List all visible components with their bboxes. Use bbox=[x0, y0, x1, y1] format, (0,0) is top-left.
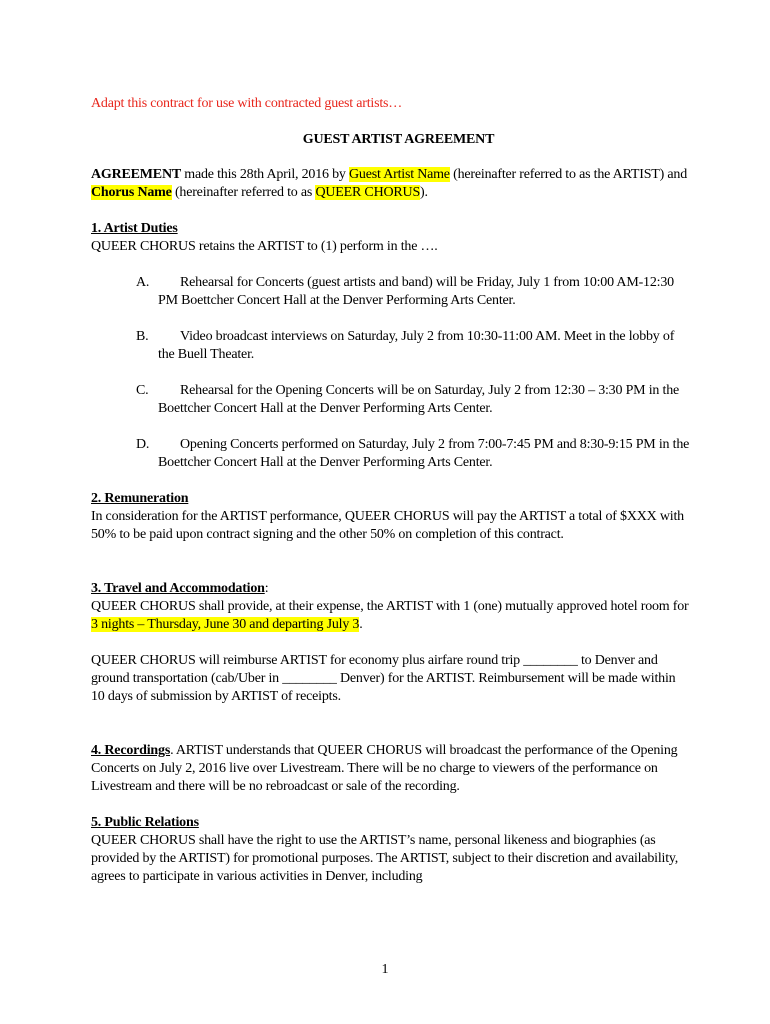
travel-text-1: QUEER CHORUS shall provide, at their expense, the ARTIST with 1 (one) mutually approved hotel room for bbox=[91, 599, 689, 614]
agreement-text-3: (hereinafter referred to as bbox=[171, 185, 316, 200]
travel-text-2: . bbox=[359, 617, 363, 632]
duty-marker: A. bbox=[136, 275, 150, 290]
agreement-text-1: made this 28th April, 2016 by bbox=[181, 167, 350, 182]
duty-text: Rehearsal for the Opening Concerts will be on Saturday, July 2 from 12:30 – 3:30 PM in the Boettcher Concert Hall at the Denver Performing Arts Center. bbox=[158, 383, 680, 416]
travel-heading-line bbox=[91, 580, 691, 598]
duty-item bbox=[91, 436, 691, 472]
duty-text: Video broadcast interviews on Saturday, July 2 from 10:30-11:00 AM. Meet in the lobby of the Buell Theater. bbox=[158, 329, 675, 362]
page-number: 1 bbox=[381, 962, 389, 977]
duty-item bbox=[91, 328, 691, 364]
duty-marker: C. bbox=[136, 383, 149, 398]
recordings-heading: 4. Recordings bbox=[91, 743, 171, 758]
duty-marker: D. bbox=[136, 437, 150, 452]
duty-item bbox=[91, 382, 691, 418]
document-title: GUEST ARTIST AGREEMENT bbox=[302, 132, 495, 147]
adaptation-note: Adapt this contract for use with contracted guest artists… bbox=[91, 96, 403, 111]
remuneration-text: In consideration for the ARTIST performance, QUEER CHORUS will pay the ARTIST a total of $XXX with 50% to be paid upon contract signing and the other 50% on completion of this contract. bbox=[91, 509, 684, 542]
chorus-name: Chorus Name bbox=[91, 185, 172, 200]
public-relations-heading: 5. Public Relations bbox=[91, 815, 199, 830]
duties-heading: 1. Artist Duties bbox=[91, 221, 178, 236]
guest-artist-name: Guest Artist Name bbox=[349, 167, 450, 182]
chorus-alias: QUEER CHORUS bbox=[315, 185, 421, 200]
duty-marker: B. bbox=[136, 329, 149, 344]
remuneration-heading: 2. Remuneration bbox=[91, 491, 189, 506]
agreement-text-2: (hereinafter referred to as the ARTIST) and bbox=[449, 167, 688, 182]
duty-text: Opening Concerts performed on Saturday, July 2 from 7:00-7:45 PM and 8:30-9:15 PM in the Boettcher Concert Hall at the Denver Performing Arts Center. bbox=[158, 437, 690, 470]
agreement-lead: AGREEMENT bbox=[91, 167, 181, 182]
recordings-text: . ARTIST understands that QUEER CHORUS will broadcast the performance of the Opening Concerts on July 2, 2016 live over Livestream. There will be no charge to viewers of the performance on Livestream and there will be no rebroadcast or sale of the recording. bbox=[91, 743, 678, 794]
duties-intro: QUEER CHORUS retains the ARTIST to (1) perform in the …. bbox=[91, 239, 438, 254]
travel-nights: 3 nights – Thursday, June 30 and departing July 3 bbox=[91, 617, 360, 632]
duty-text: Rehearsal for Concerts (guest artists and band) will be Friday, July 1 from 10:00 AM-12:30 PM Boettcher Concert Hall at the Denver Performing Arts Center. bbox=[158, 275, 674, 308]
document-body bbox=[91, 95, 691, 886]
recordings-paragraph bbox=[91, 742, 691, 796]
duty-item bbox=[91, 274, 691, 310]
duties-list bbox=[91, 274, 691, 472]
travel-heading: 3. Travel and Accommodation bbox=[91, 581, 265, 596]
public-relations-text: QUEER CHORUS shall have the right to use the ARTIST’s name, personal likeness and biographies (as provided by the ARTIST) for promotional purposes. The ARTIST, subject to their discretion and availability, agrees to participate in various activities in Denver, including bbox=[91, 833, 679, 884]
travel-paragraph-1 bbox=[91, 598, 691, 634]
agreement-text-4: ). bbox=[420, 185, 428, 200]
travel-paragraph-2: QUEER CHORUS will reimburse ARTIST for economy plus airfare round trip ________ to Denver and ground transportation (cab/Uber in ________ Denver) for the ARTIST. Reimbursement will be made within 10 days of submission by ARTIST of receipts. bbox=[91, 653, 676, 704]
travel-heading-colon: : bbox=[264, 581, 269, 596]
agreement-paragraph bbox=[91, 166, 691, 202]
